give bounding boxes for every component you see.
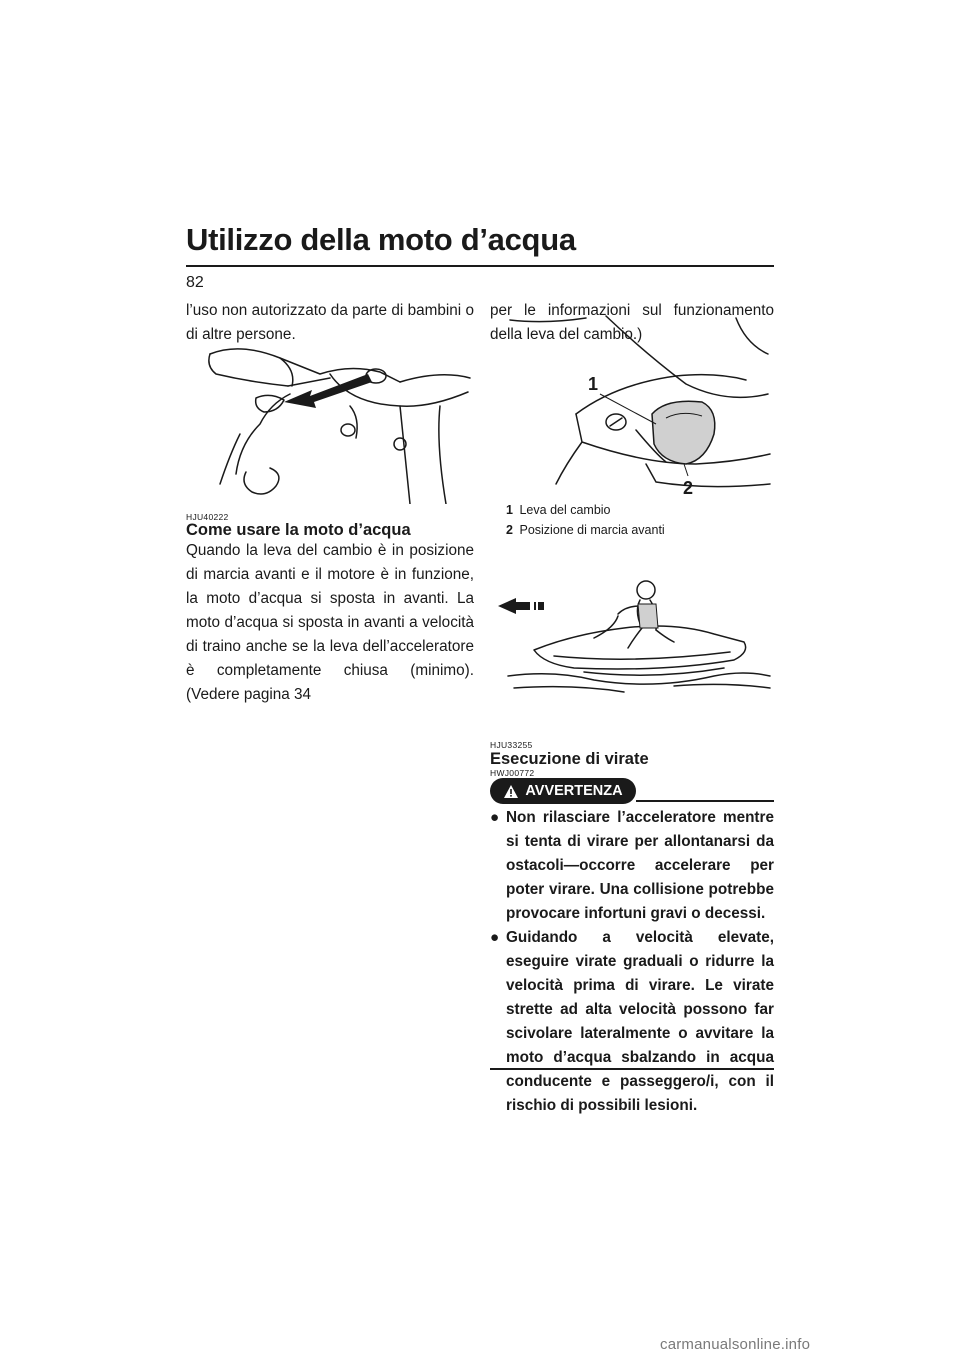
callout-1: 1 — [588, 374, 599, 394]
page-number: 82 — [186, 274, 204, 291]
bullet: ● — [490, 929, 500, 946]
section-code-turns: HJU33255 — [490, 740, 533, 750]
warning-item: ● Guidando a velocità elevate, eseguire virate graduali o ridurre la velocità prima di virare. Le virate strette ad alta velocità possono far scivolare lateralmente o avvitare la moto d’acqua sbalzando in acqua conducente e passeggero/i, con il rischio di possibili lesioni. — [490, 926, 774, 1118]
warning-rule-top — [636, 800, 774, 802]
warning-label: AVVERTENZA — [525, 783, 623, 799]
title-rule — [186, 265, 774, 267]
figure-caption-2: 2 Posizione di marcia avanti — [506, 523, 665, 537]
watermark: carmanualsonline.info — [660, 1336, 811, 1353]
section-code: HJU40222 — [186, 512, 229, 522]
warning-rule-bottom — [490, 1068, 774, 1070]
section-heading: Come usare la moto d’acqua — [186, 521, 411, 539]
callout-2: 2 — [683, 478, 694, 498]
warning-list — [490, 806, 774, 1118]
warning-item: ● Non rilasciare l’acceleratore mentre si tenta di virare per allontanarsi da ostacoli—occorre accelerare per poter virare. Una collisione potrebbe provocare infortuni gravi o decessi. — [490, 806, 774, 926]
handlebar-illustration — [200, 334, 474, 504]
intro-paragraph: l’uso non autorizzato da parte di bambini o di altre persone. — [186, 302, 474, 343]
continued-paragraph: per le informazioni sul funzionamento della leva del cambio.) — [490, 302, 774, 343]
section-heading-turns: Esecuzione di virate — [490, 750, 649, 768]
page-title: Utilizzo della moto d’acqua — [186, 222, 576, 257]
warning-code: HWJ00772 — [490, 768, 535, 778]
figure-caption-1: 1 Leva del cambio — [506, 503, 611, 517]
watercraft-illustration — [494, 572, 774, 700]
bullet: ● — [490, 809, 500, 826]
warning-icon — [503, 784, 519, 799]
section-paragraph: Quando la leva del cambio è in posizione di marcia avanti e il motore è in funzione, la moto d’acqua si sposta in avanti. La moto d’acqua si sposta in avanti a velocità di traino anche se la leva dell’acceleratore è completamente chiusa (minimo). (Vedere pagina 34 — [186, 542, 474, 703]
shift-lever-illustration — [506, 314, 772, 500]
warning-badge — [490, 778, 636, 804]
